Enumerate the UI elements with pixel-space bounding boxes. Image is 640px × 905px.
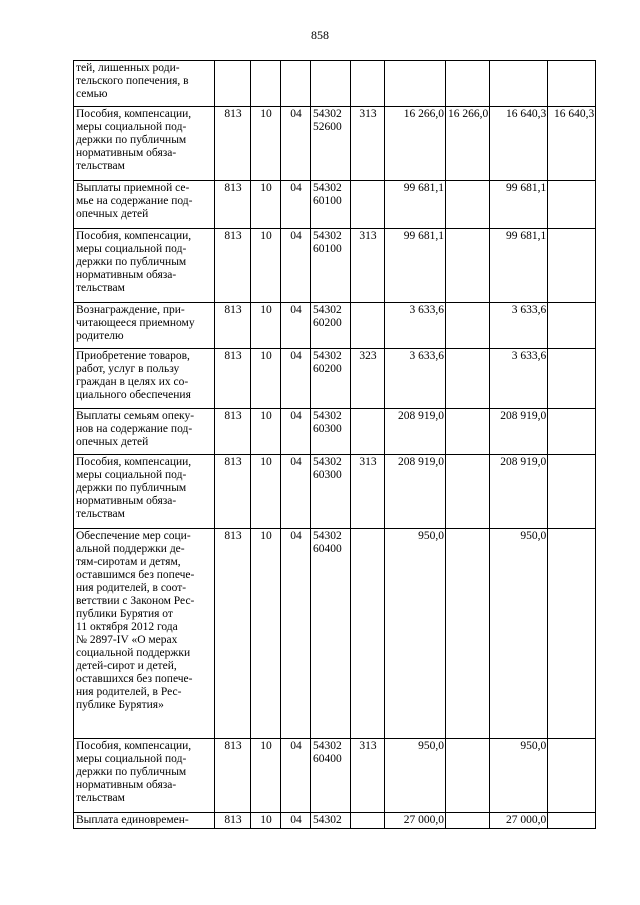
cell-expense-type: [351, 529, 385, 739]
cell-amount-3: 208 919,0: [490, 455, 548, 529]
cell-amount-3: 16 640,3: [490, 107, 548, 181]
cell-description: [74, 181, 215, 229]
description-line: циального обеспечения: [76, 389, 191, 401]
cell-amount-1: 27 000,0: [385, 813, 446, 829]
cell-section: [251, 61, 281, 107]
description-line: тельствам: [76, 160, 125, 172]
cell-target-article: 54302 60300: [311, 409, 351, 455]
cell-amount-1: 16 266,0: [385, 107, 446, 181]
cell-subsection: 04: [281, 303, 311, 349]
cell-section: 10: [251, 409, 281, 455]
cell-amount-3: 99 681,1: [490, 229, 548, 303]
description-line: граждан в целях их со-: [76, 376, 189, 388]
cell-grbs: 813: [215, 349, 251, 409]
cell-expense-type: [351, 813, 385, 829]
description-line: 11 октября 2012 года: [76, 621, 178, 633]
description-line: детей-сирот и детей,: [76, 660, 177, 672]
cell-grbs: 813: [215, 229, 251, 303]
description-line: Пособия, компенсации,: [76, 456, 192, 468]
description-line: публике Бурятия»: [76, 699, 164, 711]
description-line: читающееся приемному: [76, 317, 195, 329]
cell-description: [74, 739, 215, 813]
table-row: [74, 229, 596, 303]
cell-description: [74, 229, 215, 303]
description-line: опечных детей: [76, 436, 149, 448]
description-line: держки по публичным: [76, 134, 187, 146]
cell-description: [74, 303, 215, 349]
cell-target-article: 54302 60400: [311, 529, 351, 739]
cell-amount-4: [548, 455, 596, 529]
cell-amount-4: 16 640,3: [548, 107, 596, 181]
cell-amount-1: 950,0: [385, 739, 446, 813]
description-line: семью: [76, 88, 108, 100]
cell-amount-2: [446, 303, 490, 349]
description-line: оставшихся без попече-: [76, 673, 193, 685]
cell-subsection: [281, 61, 311, 107]
cell-amount-4: [548, 813, 596, 829]
budget-table: [73, 60, 596, 829]
cell-target-article: 54302 52600: [311, 107, 351, 181]
description-line: ния родителей, в Рес-: [76, 686, 182, 698]
description-line: Приобретение товаров,: [76, 350, 190, 362]
cell-amount-4: [548, 229, 596, 303]
cell-grbs: 813: [215, 181, 251, 229]
description-line: Вознаграждение, при-: [76, 304, 185, 316]
description-line: публики Бурятия от: [76, 608, 173, 620]
description-line: держки по публичным: [76, 482, 187, 494]
table-row: [74, 739, 596, 813]
cell-amount-2: [446, 181, 490, 229]
description-line: альной поддержки де-: [76, 543, 185, 555]
table-body: [74, 61, 596, 829]
table-row: [74, 813, 596, 829]
description-line: нормативным обяза-: [76, 269, 177, 281]
cell-grbs: 813: [215, 303, 251, 349]
description-line: Обеспечение мер соци-: [76, 530, 191, 542]
cell-amount-1: 950,0: [385, 529, 446, 739]
cell-grbs: 813: [215, 739, 251, 813]
cell-expense-type: 313: [351, 107, 385, 181]
cell-expense-type: [351, 409, 385, 455]
cell-grbs: 813: [215, 813, 251, 829]
cell-description: [74, 529, 215, 739]
cell-amount-3: [490, 61, 548, 107]
cell-amount-2: 16 266,0: [446, 107, 490, 181]
table-row: [74, 303, 596, 349]
description-line: нов на содержание под-: [76, 423, 193, 435]
description-line: нормативным обяза-: [76, 779, 177, 791]
cell-amount-3: 3 633,6: [490, 349, 548, 409]
table-row: [74, 409, 596, 455]
cell-amount-2: [446, 61, 490, 107]
cell-description: [74, 409, 215, 455]
table-row: [74, 455, 596, 529]
cell-section: 10: [251, 303, 281, 349]
cell-amount-2: [446, 455, 490, 529]
description-line: социальной поддержки: [76, 647, 191, 659]
cell-expense-type: 313: [351, 455, 385, 529]
cell-amount-1: 3 633,6: [385, 349, 446, 409]
cell-grbs: 813: [215, 455, 251, 529]
description-line: меры социальной под-: [76, 121, 187, 133]
cell-amount-2: [446, 229, 490, 303]
description-line: Выплаты приемной се-: [76, 182, 190, 194]
description-line: работ, услуг в пользу: [76, 363, 180, 375]
cell-section: 10: [251, 813, 281, 829]
cell-section: 10: [251, 739, 281, 813]
cell-subsection: 04: [281, 739, 311, 813]
cell-amount-1: 208 919,0: [385, 455, 446, 529]
cell-target-article: 54302 60400: [311, 739, 351, 813]
description-line: № 2897-IV «О мерах: [76, 634, 178, 646]
cell-section: 10: [251, 529, 281, 739]
cell-amount-4: [548, 181, 596, 229]
cell-expense-type: 313: [351, 229, 385, 303]
cell-description: [74, 107, 215, 181]
cell-target-article: 54302 60300: [311, 455, 351, 529]
cell-expense-type: [351, 181, 385, 229]
cell-subsection: 04: [281, 813, 311, 829]
cell-section: 10: [251, 181, 281, 229]
description-line: тельского попечения, в: [76, 75, 189, 87]
table-row: [74, 181, 596, 229]
cell-grbs: 813: [215, 409, 251, 455]
cell-grbs: 813: [215, 107, 251, 181]
cell-amount-1: 3 633,6: [385, 303, 446, 349]
cell-amount-4: [548, 303, 596, 349]
cell-description: [74, 813, 215, 829]
cell-subsection: 04: [281, 455, 311, 529]
description-line: держки по публичным: [76, 256, 187, 268]
cell-expense-type: [351, 61, 385, 107]
cell-amount-3: 950,0: [490, 739, 548, 813]
description-line: меры социальной под-: [76, 469, 187, 481]
cell-expense-type: 323: [351, 349, 385, 409]
cell-grbs: 813: [215, 529, 251, 739]
description-line: опечных детей: [76, 208, 149, 220]
cell-amount-3: 27 000,0: [490, 813, 548, 829]
cell-subsection: 04: [281, 229, 311, 303]
description-line: Пособия, компенсации,: [76, 108, 192, 120]
description-line: тельствам: [76, 792, 125, 804]
cell-expense-type: 313: [351, 739, 385, 813]
cell-subsection: 04: [281, 529, 311, 739]
cell-amount-2: [446, 739, 490, 813]
description-line: ветствии с Законом Рес-: [76, 595, 195, 607]
cell-subsection: 04: [281, 409, 311, 455]
cell-target-article: 54302 60200: [311, 349, 351, 409]
cell-amount-2: [446, 349, 490, 409]
description-line: держки по публичным: [76, 766, 187, 778]
cell-amount-2: [446, 409, 490, 455]
description-line: Выплаты семьям опеку-: [76, 410, 195, 422]
cell-subsection: 04: [281, 107, 311, 181]
cell-amount-4: [548, 409, 596, 455]
cell-target-article: [311, 61, 351, 107]
table-row: [74, 529, 596, 739]
cell-amount-1: 208 919,0: [385, 409, 446, 455]
cell-amount-4: [548, 739, 596, 813]
cell-subsection: 04: [281, 181, 311, 229]
cell-target-article: 54302 60100: [311, 229, 351, 303]
cell-amount-3: 99 681,1: [490, 181, 548, 229]
description-line: родителю: [76, 330, 124, 342]
cell-target-article: 54302: [311, 813, 351, 829]
page-number: 858: [311, 28, 329, 42]
cell-amount-2: [446, 813, 490, 829]
cell-expense-type: [351, 303, 385, 349]
description-line: меры социальной под-: [76, 753, 187, 765]
table-row: [74, 107, 596, 181]
description-line: меры социальной под-: [76, 243, 187, 255]
cell-subsection: 04: [281, 349, 311, 409]
cell-target-article: 54302 60200: [311, 303, 351, 349]
description-line: тельствам: [76, 508, 125, 520]
description-line: оставшимся без попече-: [76, 569, 195, 581]
cell-target-article: 54302 60100: [311, 181, 351, 229]
cell-amount-1: [385, 61, 446, 107]
cell-amount-4: [548, 61, 596, 107]
description-line: тям-сиротам и детям,: [76, 556, 181, 568]
description-line: Пособия, компенсации,: [76, 230, 192, 242]
description-line: нормативным обяза-: [76, 147, 177, 159]
description-line: тей, лишенных роди-: [76, 62, 180, 74]
cell-grbs: [215, 61, 251, 107]
cell-amount-3: 3 633,6: [490, 303, 548, 349]
cell-description: [74, 349, 215, 409]
cell-amount-1: 99 681,1: [385, 181, 446, 229]
description-line: ния родителей, в соот-: [76, 582, 187, 594]
description-line: нормативным обяза-: [76, 495, 177, 507]
cell-amount-4: [548, 349, 596, 409]
cell-description: [74, 61, 215, 107]
table-row: [74, 61, 596, 107]
cell-description: [74, 455, 215, 529]
cell-amount-1: 99 681,1: [385, 229, 446, 303]
cell-section: 10: [251, 349, 281, 409]
description-line: Выплата единовремен-: [76, 814, 189, 826]
description-line: тельствам: [76, 282, 125, 294]
description-line: мье на содержание под-: [76, 195, 193, 207]
cell-amount-2: [446, 529, 490, 739]
table-row: [74, 349, 596, 409]
description-line: Пособия, компенсации,: [76, 740, 192, 752]
cell-section: 10: [251, 107, 281, 181]
cell-amount-4: [548, 529, 596, 739]
cell-amount-3: 950,0: [490, 529, 548, 739]
cell-amount-3: 208 919,0: [490, 409, 548, 455]
cell-section: 10: [251, 455, 281, 529]
cell-section: 10: [251, 229, 281, 303]
